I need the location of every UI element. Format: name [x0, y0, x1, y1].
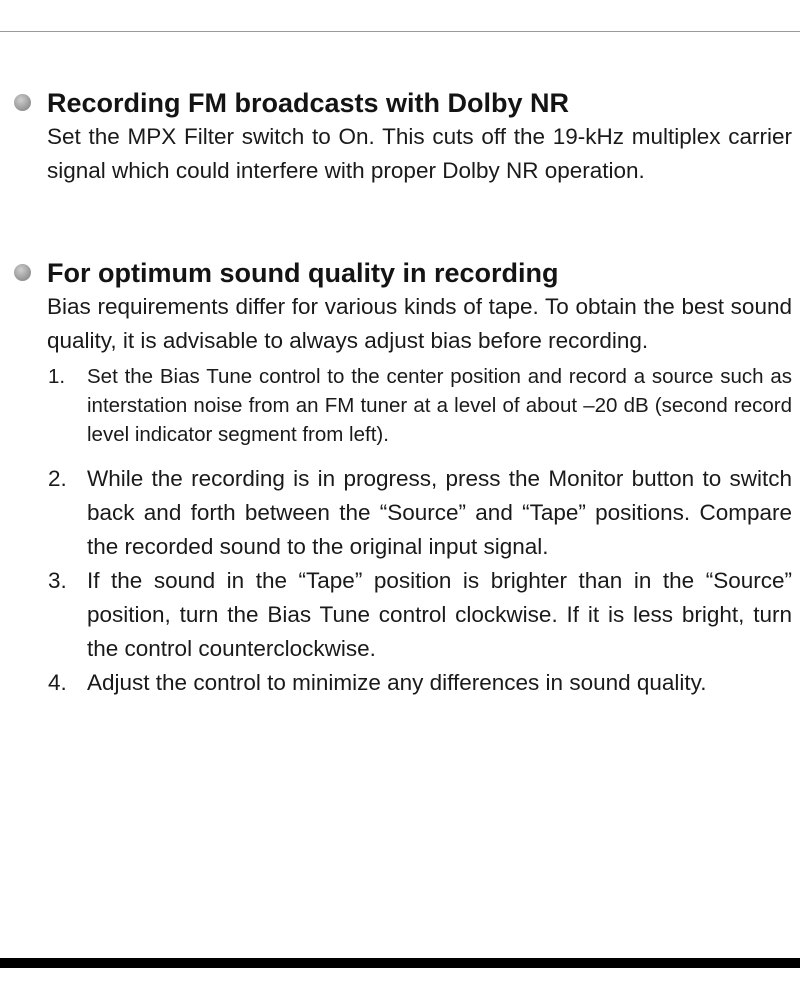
step-text: Adjust the control to minimize any differences in sound quality. [87, 670, 707, 695]
section-heading [47, 256, 800, 290]
section-sound-quality [0, 256, 800, 700]
step-number: 2. [48, 466, 67, 491]
section-heading-text: Recording FM broadcasts with Dolby NR [47, 88, 570, 118]
list-item [0, 666, 800, 700]
step-number: 1. [48, 365, 66, 388]
step-number: 3. [48, 568, 67, 593]
list-item [0, 564, 800, 666]
step-text: Set the Bias Tune control to the center position and record a source such as interstation noise from an FM tuner at a level of about –20 dB (second record level indicator segment from left). [87, 365, 792, 446]
section-dolby-nr [0, 86, 800, 188]
bottom-border [0, 958, 800, 968]
section-heading-text: For optimum sound quality in recording [47, 258, 559, 288]
step-text: While the recording is in progress, press the Monitor button to switch back and forth between the “Source” and “Tape” positions. Compare the recorded sound to the original input signal. [87, 466, 792, 559]
bullet-icon [14, 94, 31, 111]
step-text: If the sound in the “Tape” position is brighter than in the “Source” position, turn the Bias Tune control clockwise. If it is less bright, turn the control counterclockwise. [87, 568, 792, 661]
section-body: Set the MPX Filter switch to On. This cuts off the 19-kHz multiplex carrier signal which could interfere with proper Dolby NR operation. [47, 124, 792, 183]
top-divider [0, 31, 800, 32]
bullet-icon [14, 264, 31, 281]
list-item [0, 462, 800, 564]
section-heading [47, 86, 800, 120]
list-item [0, 362, 800, 449]
step-number: 4. [48, 670, 67, 695]
section-body: Bias requirements differ for various kinds of tape. To obtain the best sound quality, it is advisable to always adjust bias before recording. [47, 294, 792, 353]
steps-list [0, 362, 800, 700]
